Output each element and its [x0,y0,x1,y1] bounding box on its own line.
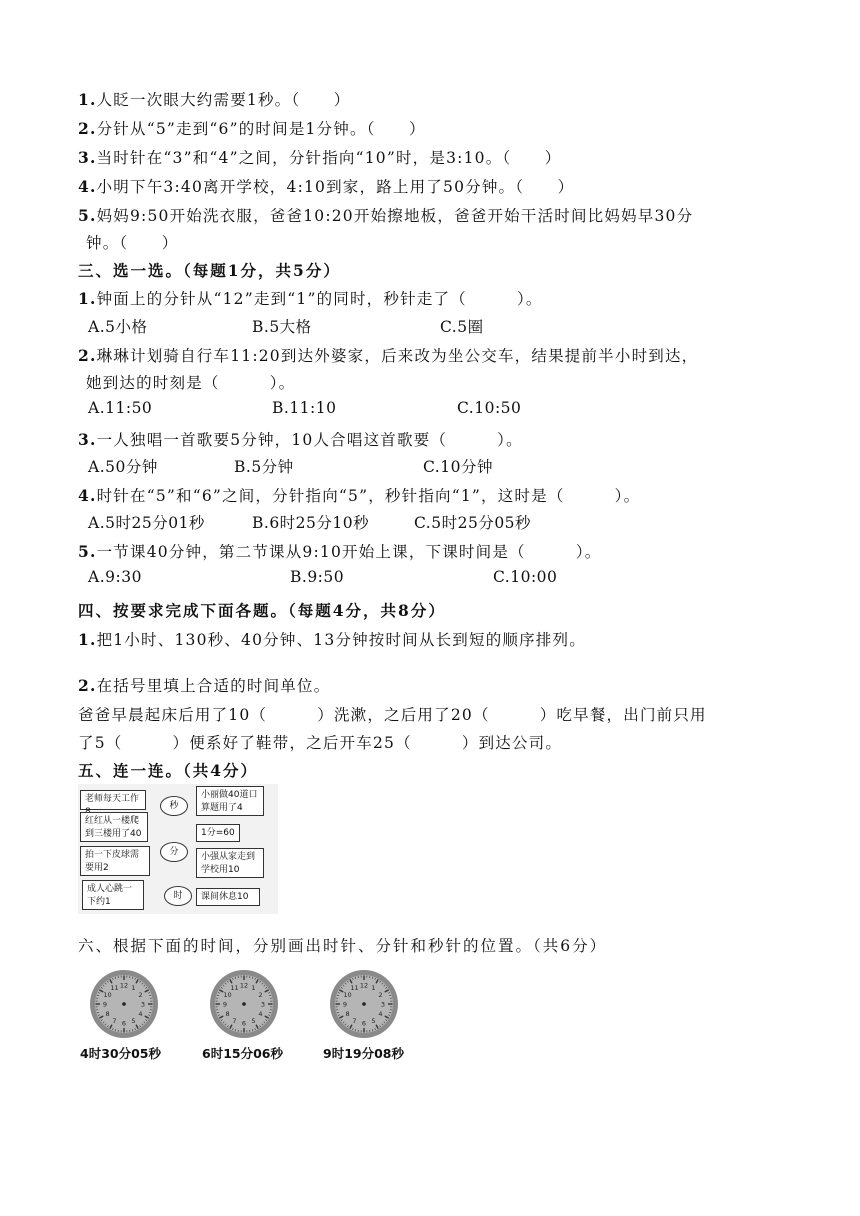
match-right-2: 1分=60 [196,824,240,842]
s3-q5-option-a: A.9:30 [88,568,142,586]
section3-title: 三、选一选。（每题1分，共5分） [78,261,341,280]
clock-numeral: 12 [119,981,129,990]
s3-q5-option-c: C.10:00 [493,568,558,586]
s3-q4-option-a: A.5时25分01秒 [88,514,205,532]
match-right-1: 小丽做40道口算题用了4 [196,786,264,816]
clock-label-3: 9时19分08秒 [323,1046,404,1061]
judge-q5-cont: 钟。（ ） [86,234,179,252]
match-unit-hour: 时 [164,886,192,906]
s3-q5: 5.一节课40分钟，第二节课从9:10开始上课，下课时间是（ ）。 [78,542,602,561]
clock-numeral: 6 [361,1019,367,1028]
clock-numeral: 1 [371,984,376,993]
clock-numeral: 6 [241,1019,247,1028]
section6-title: 六、根据下面的时间，分别画出时针、分针和秒针的位置。（共6分） [78,937,608,955]
clock-numeral: 9 [222,1000,228,1009]
match-left-4: 成人心跳一下约1 [82,880,144,910]
match-left-2: 红红从一楼爬到三楼用了40 [80,812,148,842]
judge-q4: 4.小明下午3:40离开学校，4:10到家，路上用了50分钟。（ ） [78,177,575,196]
s3-q3-option-c: C.10分钟 [423,458,493,476]
clock-numeral: 3 [380,1000,386,1009]
clock-numeral: 1 [131,984,136,993]
judge-q5: 5.妈妈9:50开始洗衣服，爸爸10:20开始擦地板，爸爸开始干活时间比妈妈早30分 [78,206,694,225]
matching-figure [78,784,278,914]
clock-numeral: 1 [251,984,256,993]
s3-q3-option-b: B.5分钟 [234,458,294,476]
section4-title: 四、按要求完成下面各题。（每题4分，共8分） [78,601,446,620]
clock-numeral: 5 [131,1016,136,1025]
clock-numeral: 7 [352,1016,357,1025]
clock-numeral: 6 [121,1019,127,1028]
clock-numeral: 12 [359,981,369,990]
s3-q5-option-b: B.9:50 [290,568,345,586]
clock-numeral: 2 [378,991,383,999]
clock-numeral: 5 [251,1016,256,1025]
clock-numeral: 2 [138,991,143,999]
clock-numeral: 3 [260,1000,266,1009]
s3-q4-option-b: B.6时25分10秒 [252,514,370,532]
s3-q1-option-b: B.5大格 [252,318,312,336]
s3-q2-option-c: C.10:50 [457,399,522,417]
s3-q1-option-a: A.5小格 [88,318,148,336]
clock-numeral: 8 [225,1010,230,1018]
clock-numeral: 4 [378,1010,383,1018]
s3-q2: 2.琳琳计划骑自行车11:20到达外婆家，后来改为坐公交车，结果提前半小时到达， [78,346,699,365]
clock-label-2: 6时15分06秒 [202,1046,283,1061]
clock-label-1: 4时30分05秒 [80,1046,161,1061]
judge-q3: 3.当时针在“3”和“4”之间，分针指向“10”时，是3:10。（ ） [78,148,562,167]
clock-numeral: 9 [342,1000,348,1009]
clock-numeral: 2 [258,991,263,999]
clock-numeral: 10 [103,991,112,999]
clock-numeral: 9 [102,1000,108,1009]
s3-q4-option-c: C.5时25分05秒 [414,514,532,532]
s4-q2: 2.在括号里填上合适的时间单位。 [78,676,331,695]
match-unit-minute: 分 [160,842,188,862]
s3-q4: 4.时针在“5”和“6”之间，分针指向“5”，秒针指向“1”，这时是（ ）。 [78,486,641,505]
clock-numeral: 5 [371,1016,376,1025]
section5-title: 五、连一连。（共4分） [78,761,259,780]
clock-numeral: 3 [140,1000,146,1009]
clock-numeral: 11 [230,984,239,993]
s3-q3-option-a: A.50分钟 [88,458,158,476]
s3-q2-option-a: A.11:50 [88,399,153,417]
s4-q2-line1: 爸爸早晨起床后用了10（ ）洗漱，之后用了20（ ）吃早餐，出门前只用 [78,706,707,724]
clock-numeral: 4 [138,1010,143,1018]
s3-q2-cont: 她到达的时刻是（ ）。 [86,374,296,392]
s3-q1-option-c: C.5圈 [440,318,484,336]
judge-q1: 1.人眨一次眼大约需要1秒。（ ） [78,90,351,109]
clock-face-1[interactable] [88,968,160,1040]
clock-numeral: 10 [343,991,352,999]
clock-numeral: 10 [223,991,232,999]
match-left-1: 老师每天工作 [80,790,146,810]
match-left-3: 拍一下皮球需要用2 [80,846,150,876]
clock-numeral: 8 [105,1010,110,1018]
s3-q1: 1.钟面上的分针从“12”走到“1”的同时，秒针走了（ ）。 [78,289,543,308]
s4-q1: 1.把1小时、130秒、40分钟、13分钟按时间从长到短的顺序排列。 [78,630,586,649]
clock-numeral: 11 [110,984,119,993]
judge-q2: 2.分针从“5”走到“6”的时间是1分钟。（ ） [78,119,426,138]
clock-numeral: 7 [232,1016,237,1025]
match-unit-second: 秒 [160,796,188,816]
clock-numeral: 12 [239,981,249,990]
clock-face-3[interactable] [328,968,400,1040]
clock-numeral: 11 [350,984,359,993]
s3-q3: 3.一人独唱一首歌要5分钟，10人合唱这首歌要（ ）。 [78,430,523,449]
clock-face-2[interactable] [208,968,280,1040]
clock-center [242,1002,246,1006]
clock-numeral: 8 [345,1010,350,1018]
s4-q2-line2: 了5（ ）便系好了鞋带，之后开车25（ ）到达公司。 [78,734,563,752]
clock-numeral: 7 [112,1016,117,1025]
clock-numeral: 4 [258,1010,263,1018]
match-right-4: 课间休息10 [196,888,260,906]
s3-q2-option-b: B.11:10 [272,399,337,417]
clock-center [362,1002,366,1006]
match-right-3: 小强从家走到学校用10 [196,848,264,878]
clock-center [122,1002,126,1006]
